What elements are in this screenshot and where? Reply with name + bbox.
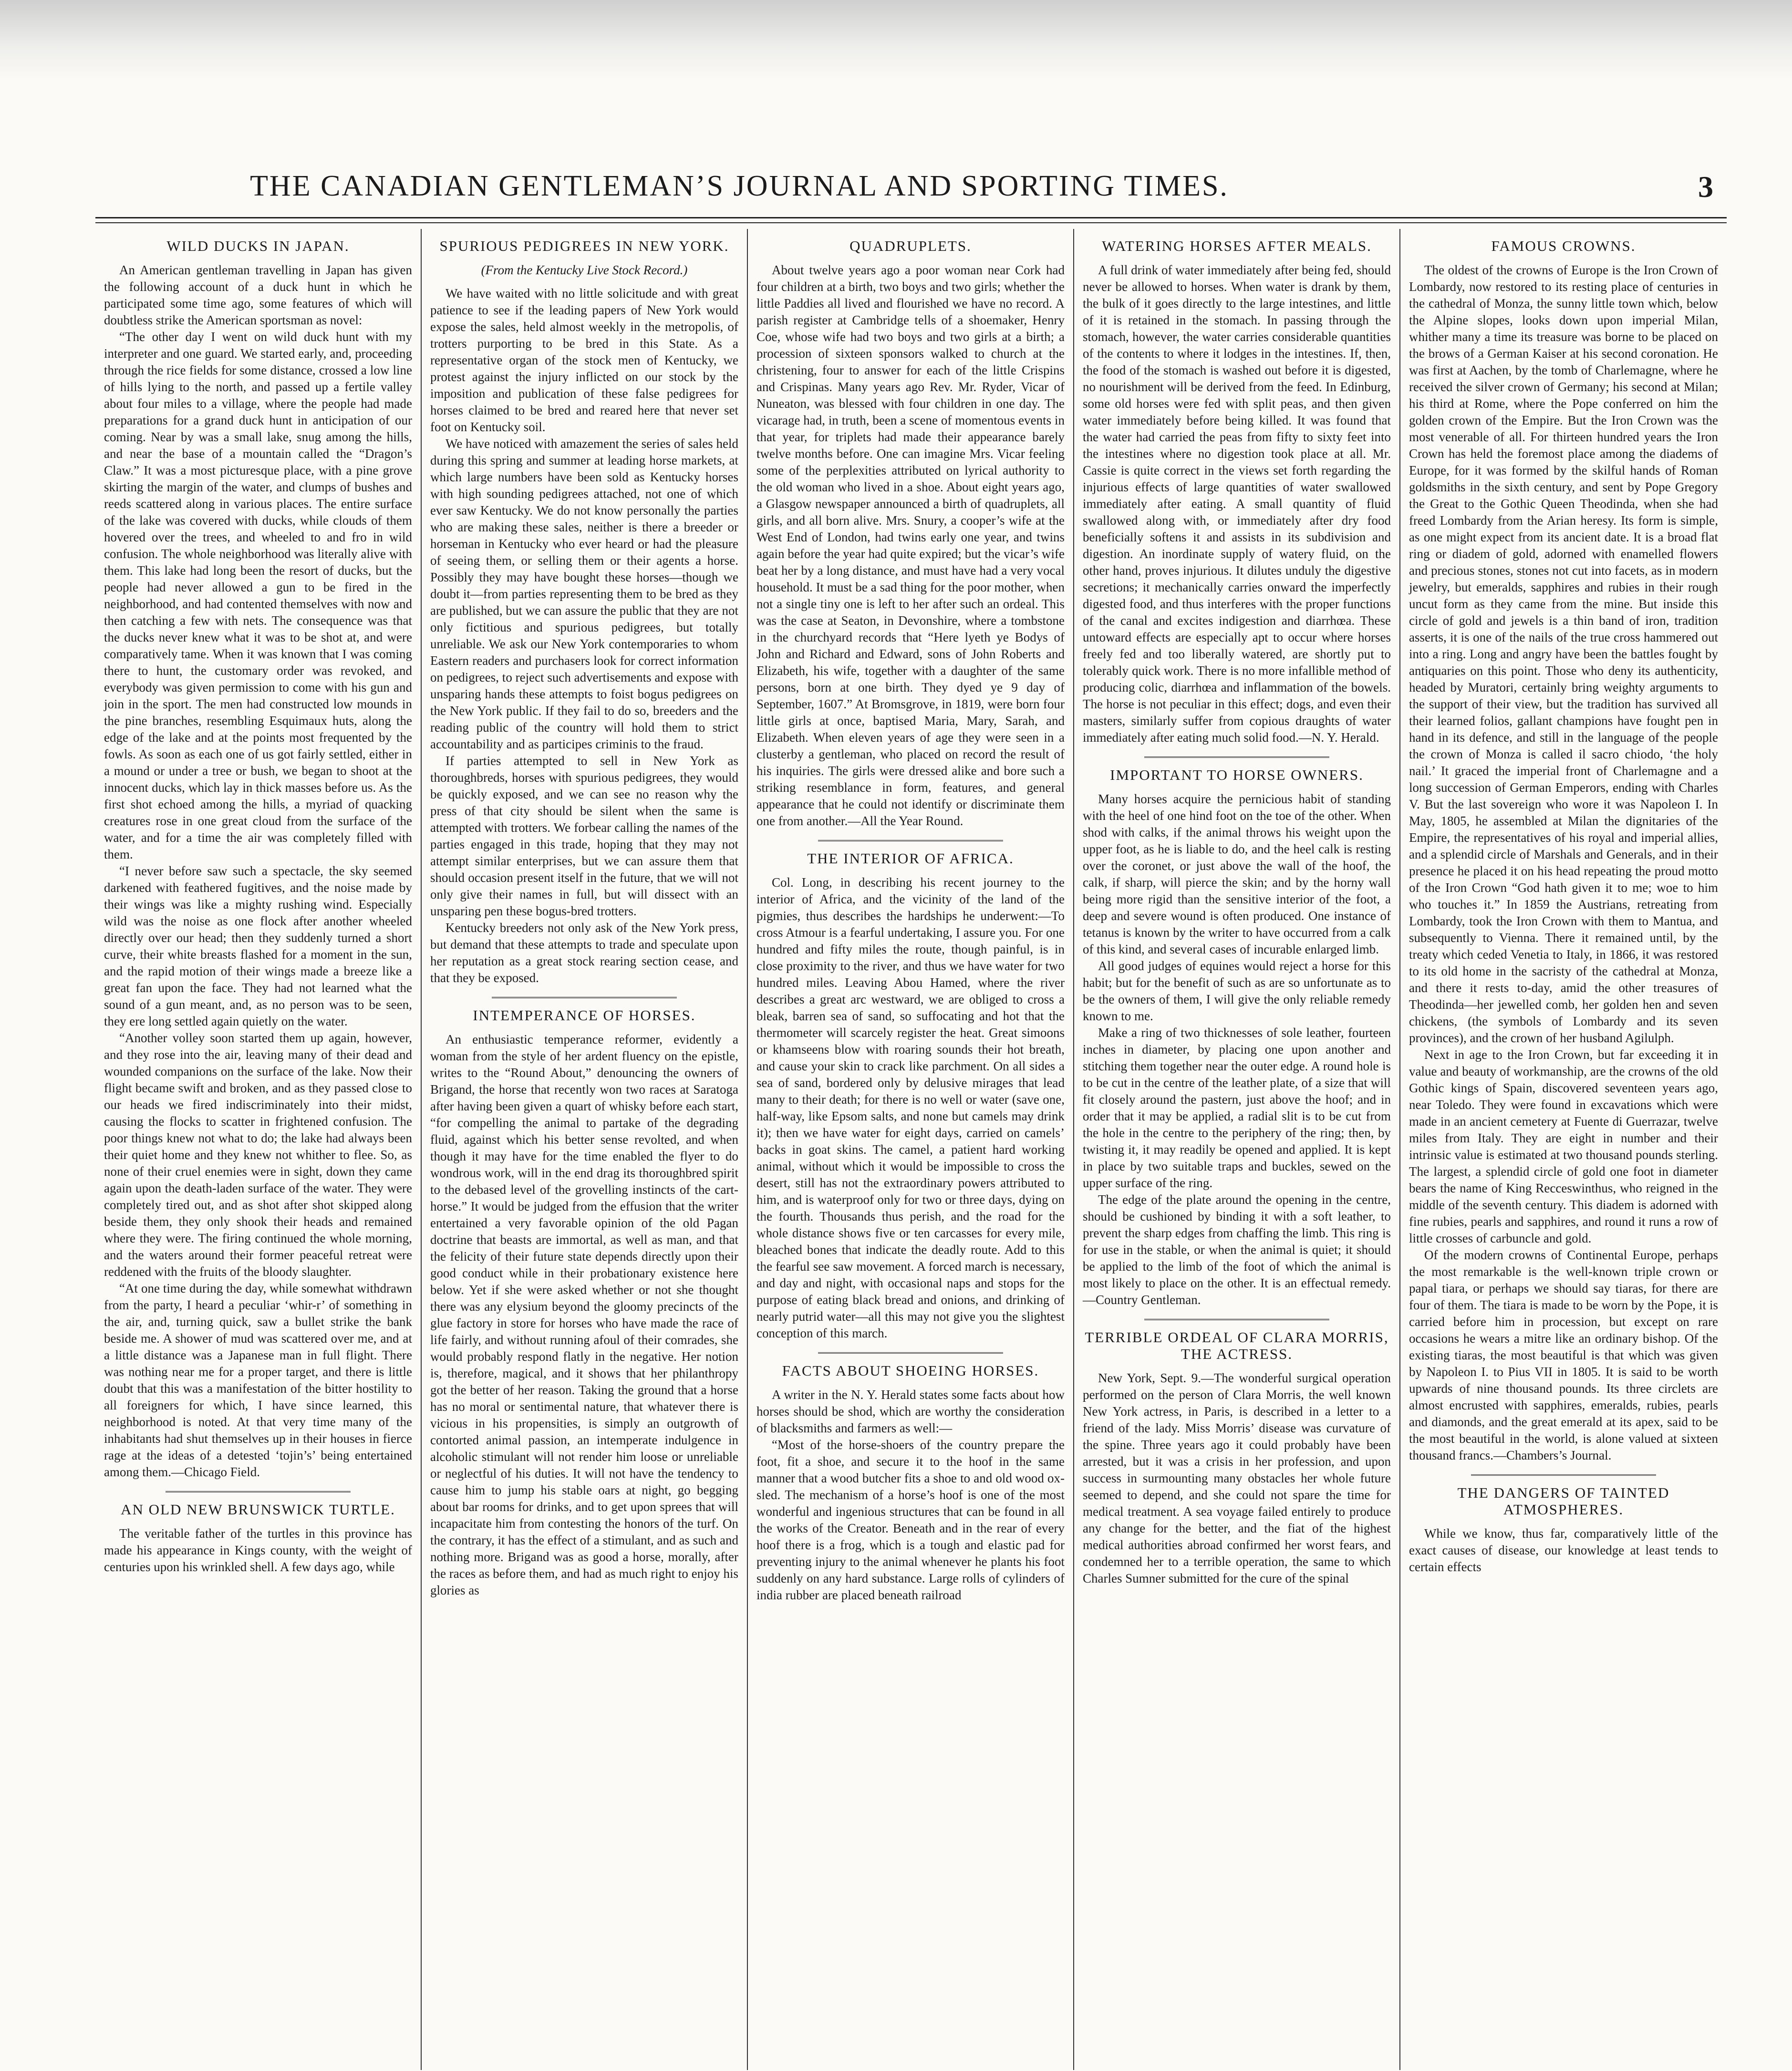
article-paragraph: Of the modern crowns of Continental Europe, perhaps the most remarkable is the well-known triple crown or papal tiara, or perhaps we should say tiaras, for there are four of them. The tiara is made to be worn by the Pope, it is carried before him in procession, but except on rare occasions he wears a mitre like an ordinary bishop. Of the existing tiaras, the most beautiful is that which was given by Napoleon I. to Pius VII in 1805. It is said to be worth upwards of nine thousand pounds. Its three circlets are almost encrusted with sapphires, emeralds, rubies, pearls and diamonds, and the great emerald at its apex, said to be the most beautiful in the world, is alone valued at sixteen thousand francs.—Chambers’s Journal. bbox=[1409, 1248, 1718, 1462]
article-separator bbox=[492, 997, 677, 998]
article-paragraph: A full drink of water immediately after being fed, should never be allowed to horses. When water is drank by them, the bulk of it goes directly to the large intestines, and little of it is retained in the stomach. In passing through the stomach, however, the water carries considerable quantities of the contents to where it lodges in the intestines. If, then, the food of the stomach is washed out before it is digested, no nourishment will be derived from the feed. In Edinburg, some old horses were fed with split peas, and then given water immediately before being killed. It was found that the water had carried the peas from fifty to sixty feet into the intestines where no digestion took place at all. Mr. Cassie is quite correct in the views set forth regarding the injurious effects of large quantities of water swallowed immediately after eating. A small quantity of fluid swallowed along with, or immediately after dry food beneficially softens it and assists in its subdivision and digestion. An inordinate supply of watery fluid, on the other hand, proves injurious. It dilutes unduly the digestive secretions; it mechanically carries onward the imperfectly digested food, and thus interferes with the proper functions of the canal and excites indigestion and diarrhœa. These untoward effects are especially apt to occur where horses freely fed and too liberally watered, are shortly put to tolerably quick work. There is no more infallible method of producing colic, diarrhœa and inflammation of the bowels. The horse is not peculiar in this effect; dogs, and even their masters, similarly suffer from copious draughts of water immediately after eating much solid food.—N. Y. Herald. bbox=[1083, 263, 1391, 745]
article-paragraph: The edge of the plate around the opening in the centre, should be cushioned by binding it with a soft leather, to prevent the sharp edges from chaffing the limb. This ring is for use in the stable, or when the animal is quiet; it should be applied to the limb of the foot of which the animal is most likely to place on the other. It is an effectual remedy.—Country Gentleman. bbox=[1083, 1192, 1391, 1307]
column-2 bbox=[422, 229, 748, 2070]
article-paragraph: “The other day I went on wild duck hunt with my interpreter and one guard. We started early, and, proceeding through the rice fields for some distance, crossed a low line of hills lying to the north, and passed up a fertile valley about four miles to a village, where the people had made preparations for a grand duck hunt in anticipation of our coming. Near by was a small lake, snug among the hills, and near the base of a mountain called the “Dragon’s Claw.” It was a most picturesque place, with a pine grove skirting the margin of the water, and clumps of bushes and reeds scattered along in various places. The entire surface of the lake was covered with ducks, while clouds of them hovered over the trees, and wheeled to and fro in wild confusion. The whole neighborhood was literally alive with them. This lake had long been the resort of ducks, but the people had never allowed a gun to be fired in the neighborhood, and had contented themselves with now and then catching a few with nets. The consequence was that the ducks never knew what it was to be shot at, and were comparatively tame. When it was known that I was coming there to hunt, the customary order was revoked, and everybody was given permission to come with his gun and join in the sport. The men had constructed low mounds in the pine branches, resembling Esquimaux huts, along the edge of the lake and at the points most frequented by the fowls. As soon as each one of us got fairly settled, either in a mound or under a tree or bush, we began to shoot at the innocent ducks, which lay in thick masses before us. As the first shot echoed among the hills, a myriad of quacking creatures rose in one great cloud from the surface of the water, and for a time the air was completely filled with them. bbox=[104, 330, 412, 861]
column-1 bbox=[95, 229, 422, 2070]
article-paragraph: About twelve years ago a poor woman near Cork had four children at a birth, two boys and two girls; whether the little Paddies all lived and flourished we have no record. A parish register at Cambridge tells of a shoemaker, Henry Coe, whose wife had two boys and two girls at a birth; a procession of sixteen sponsors walked to church at the christening, four to answer for each of the little Crispins and Crispinas. Many years ago Rev. Mr. Ryder, Vicar of Nuneaton, was blessed with four children in one day. The vicarage had, in truth, been a scene of momentous events in that year, for triplets had made their appearance barely twelve months before. One can imagine Mrs. Vicar feeling some of the perplexities attributed on lyrical authority to the old woman who lived in a shoe. About eight years ago, a Glasgow newspaper announced a birth of quadruplets, all girls, and all born alive. Mrs. Snury, a cooper’s wife at the West End of London, had twins early one year, and twins again before the year had quite expired; but the vicar’s wife beat her by a long distance, and must have had a very vocal household. It must be a sad thing for the poor mother, when not a single tiny one is left to her after such an ordeal. This was the case at Seaton, in Devonshire, where a tombstone in the churchyard records that “Here lyeth ye Bodys of John and Richard and Edward, sons of John Roberts and Elizabeth, his wife, together with a daughter of the same persons, born at one birth. They dyed ye 9 day of September, 1607.” At Bromsgrove, in 1819, were born four little girls at once, baptised Maria, Mary, Sarah, and Elizabeth. When eleven years of age they were seen in a clusterby a gentleman, who placed on record the result of his inquiries. The girls were dressed alike and bore such a striking resemblance in form, features, and general appearance that he could not identify or discriminate them one from another.—All the Year Round. bbox=[756, 263, 1065, 828]
article-separator bbox=[166, 1491, 351, 1492]
column-3 bbox=[748, 229, 1074, 2070]
article-separator bbox=[1144, 756, 1329, 758]
article-title: WATERING HORSES AFTER MEALS. bbox=[1102, 238, 1372, 254]
article-paragraph: Kentucky breeders not only ask of the New York press, but demand that these attempts to trade and speculate upon her reputation as a great stock rearing section cease, and that they be exposed. bbox=[430, 921, 738, 985]
article-separator bbox=[1471, 1474, 1657, 1476]
article-paragraph: The veritable father of the turtles in this province has made his appearance in Kings county, with the weight of centuries upon his wrinkled shell. A few days ago, while bbox=[104, 1526, 412, 1574]
column-4 bbox=[1074, 229, 1400, 2070]
article-title: INTEMPERANCE OF HORSES. bbox=[473, 1007, 696, 1024]
article-title: TERRIBLE ORDEAL OF CLARA MORRIS, THE ACTRESS. bbox=[1085, 1329, 1389, 1362]
article-paragraph: An American gentleman travelling in Japan has given the following account of a duck hunt in which he participated some time ago, some features of which will doubtless strike the American sportsman as novel: bbox=[104, 263, 412, 327]
article-title: THE DANGERS OF TAINTED ATMOSPHERES. bbox=[1457, 1484, 1670, 1518]
article-title: QUADRUPLETS. bbox=[849, 238, 972, 254]
article-title: FACTS ABOUT SHOEING HORSES. bbox=[782, 1362, 1039, 1379]
article-title: AN OLD NEW BRUNSWICK TURTLE. bbox=[121, 1501, 395, 1518]
article-title: IMPORTANT TO HORSE OWNERS. bbox=[1110, 766, 1364, 783]
article-paragraph: A writer in the N. Y. Herald states some facts about how horses should be shod, which are worthy the consideration of blacksmiths and farmers as well:— bbox=[756, 1388, 1065, 1435]
article-paragraph: While we know, thus far, comparatively little of the exact causes of disease, our knowledge at least tends to certain effects bbox=[1409, 1526, 1718, 1574]
article-paragraph: Next in age to the Iron Crown, but far exceeding it in value and beauty of workmanship, are the crowns of the old Gothic kings of Spain, discovered seventeen years ago, near Toledo. They were found in excavations which were made in an ancient cemetery at Fuente di Guerrazar, twelve miles from Italy. They are eight in number and their intrinsic value is estimated at two thousand pounds sterling. The largest, a splendid circle of gold one foot in diameter bears the name of King Recceswinthus, who reigned in the middle of the seventh century. This diadem is adorned with fine rubies, pearls and sapphires, and round it runs a row of little crosses of carbuncle and gold. bbox=[1409, 1047, 1718, 1245]
article-separator bbox=[818, 840, 1003, 841]
article-title: SPURIOUS PEDIGREES IN NEW YORK. bbox=[439, 238, 729, 254]
article-paragraph: The oldest of the crowns of Europe is the Iron Crown of Lombardy, now restored to its resting place of centuries in the cathedral of Monza, the sunny little town which, below the Alpine slopes, looks down upon imperial Milan, whither many a time its treasure was borne to be placed on the brows of a German Kaiser at his second coronation. He was first at Aachen, by the tomb of Charlemagne, where he received the silver crown of Germany; his second at Milan; his third at Rome, where the Pope conferred on him the golden crown of the Empire. But the Iron Crown was the most venerable of all. For thirteen hundred years the Iron Crown has held the foremost place among the diadems of Europe, for it was formed by the skilful hands of Roman goldsmiths in the sixth century, and sent by Pope Gregory the Great to the Gothic Queen Theodinda, when she had freed Lombardy from the Arian heresy. Its form is simple, as one might expect from its ancient date. It is a broad flat ring or diadem of gold, adorned with enamelled flowers and precious stones, stones not cut into facets, as in modern jewelry, but emeralds, sapphires and rubies in their rough uncut form as they came from the mine. But inside this circle of gold and jewels is a thin band of iron, tradition asserts, it is one of the nails of the true cross hammered out into a ring. Long and angry have been the battles fought by antiquaries on this point. Those who deny its authenticity, headed by Muratori, certainly bring weighty arguments to the support of their view, but the tradition has survived all their learned folios, gallant champions have fought pen in hand in its defence, and still in the language of the people the crown of Monza is called il sacro chiodo, ‘the holy nail.’ It graced the imperial front of Charlemagne and a long succession of German Emperors, ending with Charles V. But the last sovereign who wore it was Napoleon I. In May, 1805, he assembled at Milan the dignitaries of the Empire, the representatives of his royal and imperial allies, and a splendid circle of Marshals and Generals, and in their presence he placed it on his head repeating the proud motto of the Iron Crown “God hath given it to me; woe to him who touches it.” In 1859 the Austrians, retreating from Lombardy, took the Iron Crown with them to Mantua, and subsequently to Vienna. There it remained until, by the treaty which ceded Venetia to Italy, in 1866, it was restored to its old home in the sacristy of the cathedral at Monza, and there it rests to-day, amid the other treasures of Theodinda—her jewelled comb, her golden hen and seven chickens, (the symbols of Lombardy and its seven provinces), and the crown of her husband Agilulph. bbox=[1409, 263, 1718, 1045]
page-number: 3 bbox=[1698, 170, 1713, 204]
article-paragraph: Col. Long, in describing his recent journey to the interior of Africa, and the vicinity of the land of the pigmies, thus describes the hardships he underwent:—To cross Atmour is a fearful undertaking, I assure you. For one hundred and fifty miles the route, though painful, is in close proximity to the river, and thus we have water for two hundred miles. Leaving Abou Hamed, where the river describes a great arc westward, we are obliged to cross a bleak, barren sea of sand, so suffocating and hot that the thermometer will scarcely register the heat. Great simoons or khamseens blow with roaring sounds their hot breath, and cause your skin to crack like parchment. On all sides a sea of sand, bordered only by delusive mirages that lead many to their death; for there is no well or water (save one, half-way, like Epsom salts, and none but camels may drink it); then we have water for eight days, carried on camels’ backs in goat skins. The camel, a patient hard working animal, without which it would be impossible to cross the desert, still has not the extraordinary powers attributed to him, and is waterproof only for two or three days, dying on the fourth. Thousands thus perish, and the road for the whole distance shows five or ten carcasses for every mile, bleached bones that indicate the deadly route. Add to this the fearful see saw movement. A forced march is necessary, and day and night, with occasional naps and stops for the purpose of eating black bread and onions, and drinking of nearly putrid water—all this may not give you the slightest conception of this march. bbox=[756, 875, 1065, 1340]
article-paragraph: “Another volley soon started them up again, however, and they rose into the air, leaving many of their dead and wounded companions on the surface of the lake. Now their flight became swift and broken, and as they passed close to our heads we fired indiscriminately into their midst, causing the flocks to scatter in frightened confusion. The poor things knew not what to do; the lake had always been their quiet home and they knew not whither to flee. So, as none of their cruel enemies were in sight, down they came again upon the death-laden surface of the water. They were completely tired out, and as shot after shot skipped along beside them, they only shook their heads and remained where they were. The firing continued the whole morning, and the waters around their former peaceful retreat were reddened with the fruits of the bloody slaughter. bbox=[104, 1031, 412, 1279]
article-paragraph: We have waited with no little solicitude and with great patience to see if the leading papers of New York would expose the sales, held almost weekly in the metropolis, of trotters purporting to be bred in this State. As a representative organ of the stock men of Kentucky, we protest against the injury inflicted on our stock by the imposition and publication of these false pedigrees for horses claimed to be bred and reared here that never set foot on Kentucky soil. bbox=[430, 286, 738, 434]
article-separator bbox=[818, 1352, 1003, 1354]
article-paragraph: “Most of the horse-shoers of the country prepare the foot, fit a shoe, and secure it to the hoof in the same manner that a wood butcher fits a shoe to and old wood ox-sled. The mechanism of a horse’s hoof is one of the most wonderful and ingenious structures that can be found in all the works of the Creator. Beneath and in the rear of every hoof there is a frog, which is a tough and elastic pad for preventing injury to the animal whenever he plants his foot suddenly on any hard substance. Large rolls of cylinders of india rubber are placed beneath railroad bbox=[756, 1438, 1065, 1602]
article-paragraph: Many horses acquire the pernicious habit of standing with the heel of one hind foot on the toe of the other. When shod with calks, if the animal throws his weight upon the upper foot, as he is liable to do, and the heel calk is resting over the coronet, or just above the wall of the hoof, the calk, if sharp, will pierce the skin; and by the horny wall being more rigid than the sensitive interior of the foot, a deep and severe wound is often produced. One instance of tetanus is known by the writer to have occurred from a calk of this kind, and several cases of incurable enlarged limb. bbox=[1083, 792, 1391, 956]
article-source: (From the Kentucky Live Stock Record.) bbox=[481, 263, 688, 277]
article-paragraph: “I never before saw such a spectacle, the sky seemed darkened with feathered fugitives, and the noise made by their wings was like a mighty rushing wind. Especially wild was the noise as one flock after another wheeled directly over our head; then they suddenly turned a short curve, their white breasts flashed for a moment in the sun, and the rapid motion of their wings made a breeze like a great fan upon the face. They had not learned what the sound of a gun meant, and, as no person was to be seen, they ere long settled again quietly on the water. bbox=[104, 864, 412, 1028]
article-title: FAMOUS CROWNS. bbox=[1491, 238, 1636, 254]
newspaper-columns bbox=[95, 229, 1727, 2070]
article-paragraph: New York, Sept. 9.—The wonderful surgical operation performed on the person of Clara Morris, the well known New York actress, in Paris, is described in a letter to a friend of the lady. Miss Morris’ disease was curvature of the spine. Three years ago it could probably have been arrested, but it was a crisis in her profession, and upon success in surmounting many obstacles her whole future seemed to depend, and she could not spare the time for medical treatment. A sea voyage failed entirely to produce any change for the better, and the fiat of the highest medical authorities abroad confirmed her worst fears, and condemned her to a terrible operation, the same to which Charles Sumner submitted for the cure of the spinal bbox=[1083, 1371, 1391, 1585]
masthead-rule bbox=[95, 217, 1727, 223]
article-title: WILD DUCKS IN JAPAN. bbox=[166, 238, 350, 254]
article-paragraph: Make a ring of two thicknesses of sole leather, fourteen inches in diameter, by placing one upon another and stitching them together near the outer edge. A round hole is to be cut in the centre of the leather plate, of a size that will fit closely around the pastern, just above the hoof; and in order that it may be applied, a radial slit is to be cut from the hole in the centre to the periphery of the ring; then, by twisting it, it may readily be opened and applied. It is kept in place by two suitable traps and buckles, sewed on the upper surface of the ring. bbox=[1083, 1025, 1391, 1190]
article-paragraph: If parties attempted to sell in New York as thoroughbreds, horses with spurious pedigrees, they would be quickly exposed, and we can see no reason why the press of that city should be silent when the same is attempted with trotters. We forbear calling the names of the parties engaged in this trade, hoping that they may not attempt similar enterprises, but we can assure them that should occasion present itself in the future, that we will not only give their names in full, but will dissect with an unsparing pen these bogus-bred trotters. bbox=[430, 754, 738, 918]
journal-masthead: THE CANADIAN GENTLEMAN’S JOURNAL AND SPORTING TIMES. bbox=[250, 170, 1229, 202]
scanned-page-edge bbox=[0, 0, 1792, 81]
article-title: THE INTERIOR OF AFRICA. bbox=[807, 850, 1014, 867]
column-5 bbox=[1400, 229, 1727, 2070]
article-paragraph: All good judges of equines would reject a horse for this habit; but for the benefit of such as are so unfortunate as to be the owners of them, I will give the only reliable remedy known to me. bbox=[1083, 959, 1391, 1023]
article-paragraph: An enthusiastic temperance reformer, evidently a woman from the style of her ardent fluency on the epistle, writes to the “Round About,” denouncing the owners of Brigand, the horse that recently won two races at Saratoga after having been given a quart of whisky before each start, “for compelling the animal to partake of the degrading fluid, against which his better sense revolted, and when though it may have for the time enabled the flyer to do wondrous work, will in the end drag its thoroughbred spirit to the debased level of the grovelling instincts of the cart-horse.” It would be judged from the effusion that the writer entertained a very favorable opinion of the old Pagan doctrine that beasts are immortal, as well as man, and that the felicity of their future state depends directly upon their good conduct while in their probationary existence here below. Yet if she were asked whether or not she thought there was any elysium beyond the gloomy precincts of the glue factory in store for horses who have made the race of life fairly, and without running afoul of their comrades, she would probably respond flatly in the negative. Her notion is, therefore, magical, and it shows that her philanthropy got the better of her reason. Taking the ground that a horse has no moral or sentimental nature, that whatever there is vicious in his propensities, is simply an outgrowth of contorted animal passion, an intemperate indulgence in alcoholic stimulant will not render him loose or unreliable or neglectful of his duties. It will not have the tendency to cause him to jump his stable oars at night, go begging about bar rooms for drinks, and to get upon sprees that will incapacitate him from contesting the honors of the turf. On the contrary, it has the effect of a stimulant, and as such and nothing more. Brigand was as good a horse, morally, after the races as before them, and had as much right to enjoy his glories as bbox=[430, 1032, 738, 1597]
article-paragraph: We have noticed with amazement the series of sales held during this spring and summer at leading horse markets, at which large numbers have been sold as Kentucky horses with high sounding pedigrees attached, not one of which ever saw Kentucky. We do not know personally the parties who are making these sales, neither is there a breeder or horseman in Kentucky who ever heard or had the pleasure of seeing them, or selling them or their agents a horse. Possibly they may have bought these horses—though we doubt it—from parties representing them to be bred as they are published, but we can assure the public that they are not only fictitious and spurious pedigrees, but totally unreliable. We ask our New York contemporaries to whom Eastern readers and purchasers look for correct information on pedigrees, to reject such advertisements and expose with unsparing hands these attempts to foist bogus pedigrees on the New York public. If they fail to do so, breeders and the reading public of the country will hold them to strict accountability and as participes criminis to the fraud. bbox=[430, 436, 738, 751]
article-separator bbox=[1144, 1319, 1329, 1320]
article-paragraph: “At one time during the day, while somewhat withdrawn from the party, I heard a peculiar ‘whir-r’ of something in the air, and, turning quick, saw a bullet strike the bank beside me. A shower of mud was scattered over me, and at a little distance was a Japanese man in full flight. There was nothing near me for a proper target, and there is little doubt that this was a manifestation of the bitter hostility to all foreigners for which, I have since learned, this neighborhood is noted. At that very time many of the inhabitants had shut themselves up in their houses in fierce rage at the ideas of a detested ‘tojin’s’ being entertained among them.—Chicago Field. bbox=[104, 1281, 412, 1479]
